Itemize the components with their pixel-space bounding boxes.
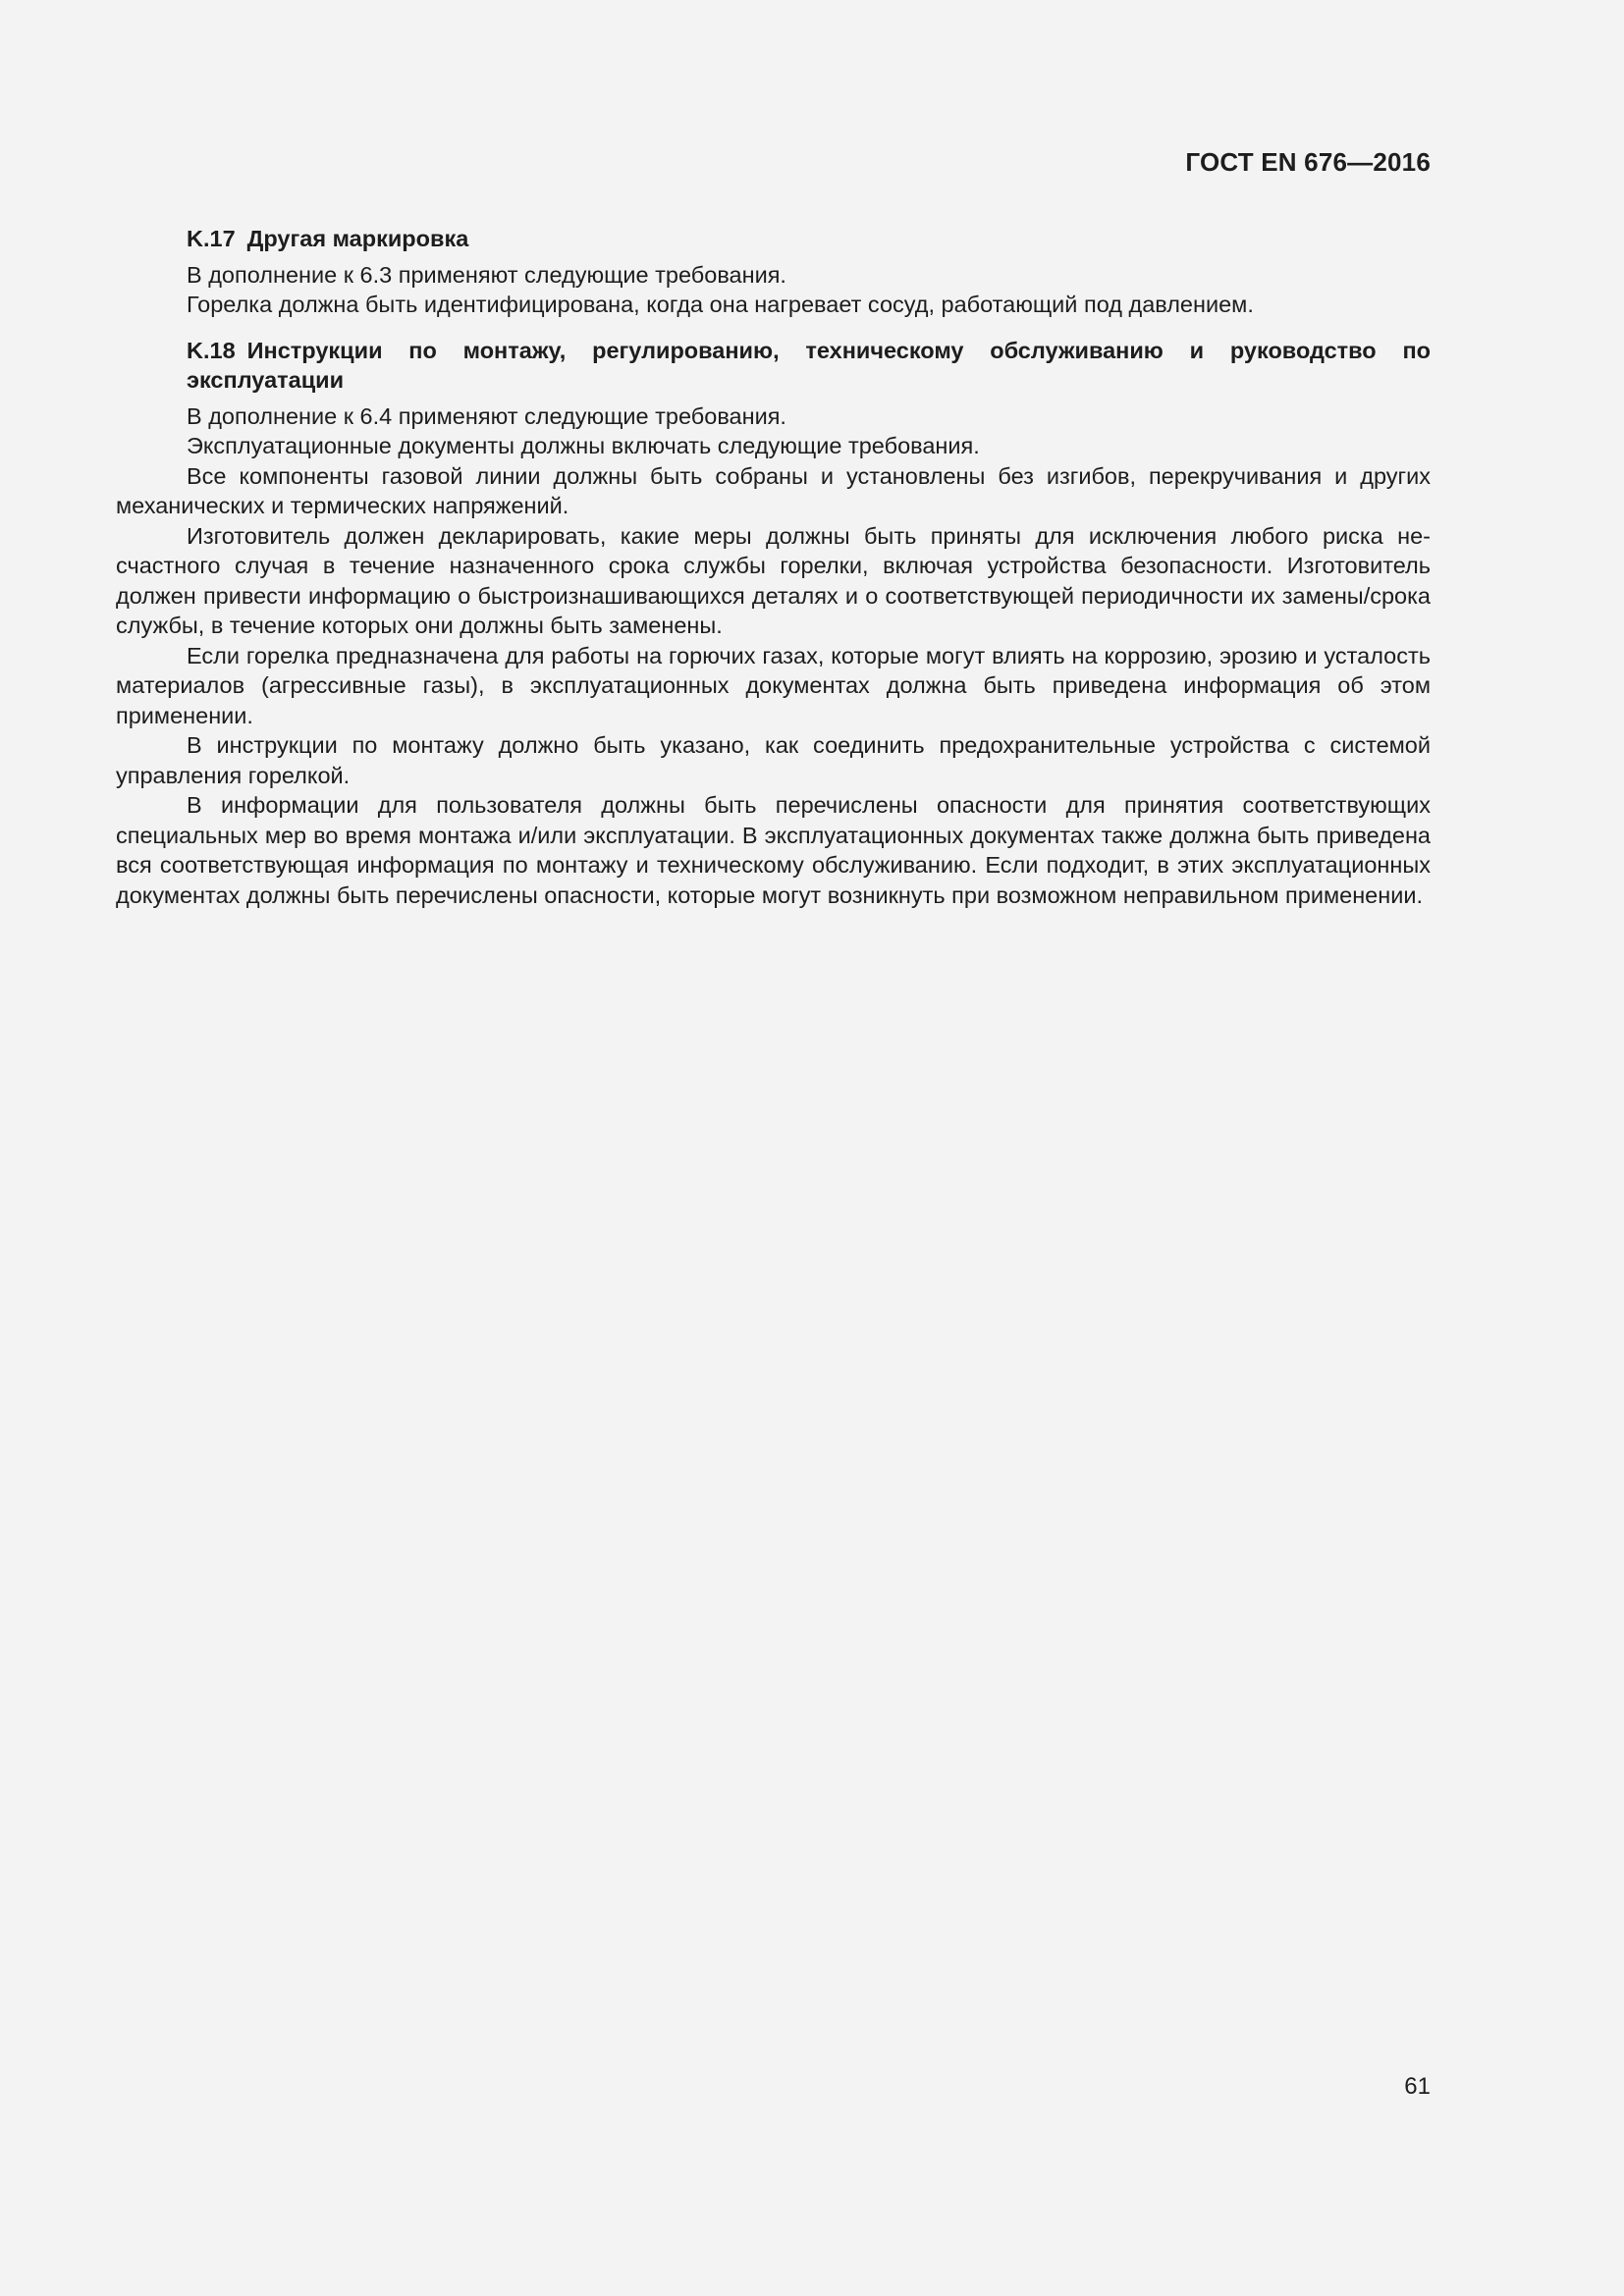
section-heading-k18	[187, 336, 1431, 396]
section-body-k17	[116, 260, 1431, 320]
document-body	[116, 224, 1431, 910]
paragraph: Изготовитель должен декларировать, какие меры должны быть приняты для исключения любого риска несчастного случая в течение назначенного срока службы горелки, включая устройства безопасности. Изготовитель должен привести информацию о быстроизнашивающихся деталях и о соответствующей периодичности их замены/срока службы, в течение которых они должны быть заменены.	[116, 522, 1431, 638]
paragraph: В информации для пользователя должны быть перечислены опасности для принятия соответствующих специальных мер во время монтажа и/или эксплуатации. В эксплуатационных документах также должна быть приведена вся соответствующая информация по монтажу и техническому обслуживанию. Если подходит, в этих эксплуатационных документах должны быть перечислены опасности, которые могут возникнуть при возможном неправильном применении.	[116, 792, 1431, 908]
paragraph: Если горелка предназначена для работы на горючих газах, которые могут влиять на коррозию, эрозию и усталость материалов (агрессивные газы), в эксплуатационных документах должна быть приведена информация об этом применении.	[116, 642, 1431, 728]
text-line: В дополнение к 6.3 применяют следующие требования.	[187, 261, 786, 288]
page-number: 61	[1404, 2073, 1431, 2100]
text-line: В дополнение к 6.4 применяют следующие требования.	[187, 402, 786, 429]
section-title: Другая маркировка	[246, 226, 469, 251]
section-number: K.17	[187, 226, 236, 251]
text-line: Горелка должна быть идентифицирована, когда она нагревает сосуд, работающий под давлением.	[187, 292, 1254, 317]
section-heading-k17	[187, 224, 1431, 254]
text-line: Эксплуатационные документы должны включать следующие требования.	[187, 433, 980, 458]
document-code-header: ГОСТ EN 676—2016	[1185, 147, 1431, 177]
section-title: Инструкции по монтажу, регулированию, техническому обслуживанию и руководство по эксплуатации	[187, 337, 1431, 393]
paragraph: Все компоненты газовой линии должны быть собраны и установлены без изгибов, перекручивания и других механических и термических напряжений.	[116, 462, 1431, 518]
section-number: K.18	[187, 337, 236, 363]
section-body-k18	[116, 401, 1431, 911]
paragraph: В инструкции по монтажу должно быть указано, как соединить предохранительные устройства с системой управления горелкой.	[116, 732, 1431, 788]
